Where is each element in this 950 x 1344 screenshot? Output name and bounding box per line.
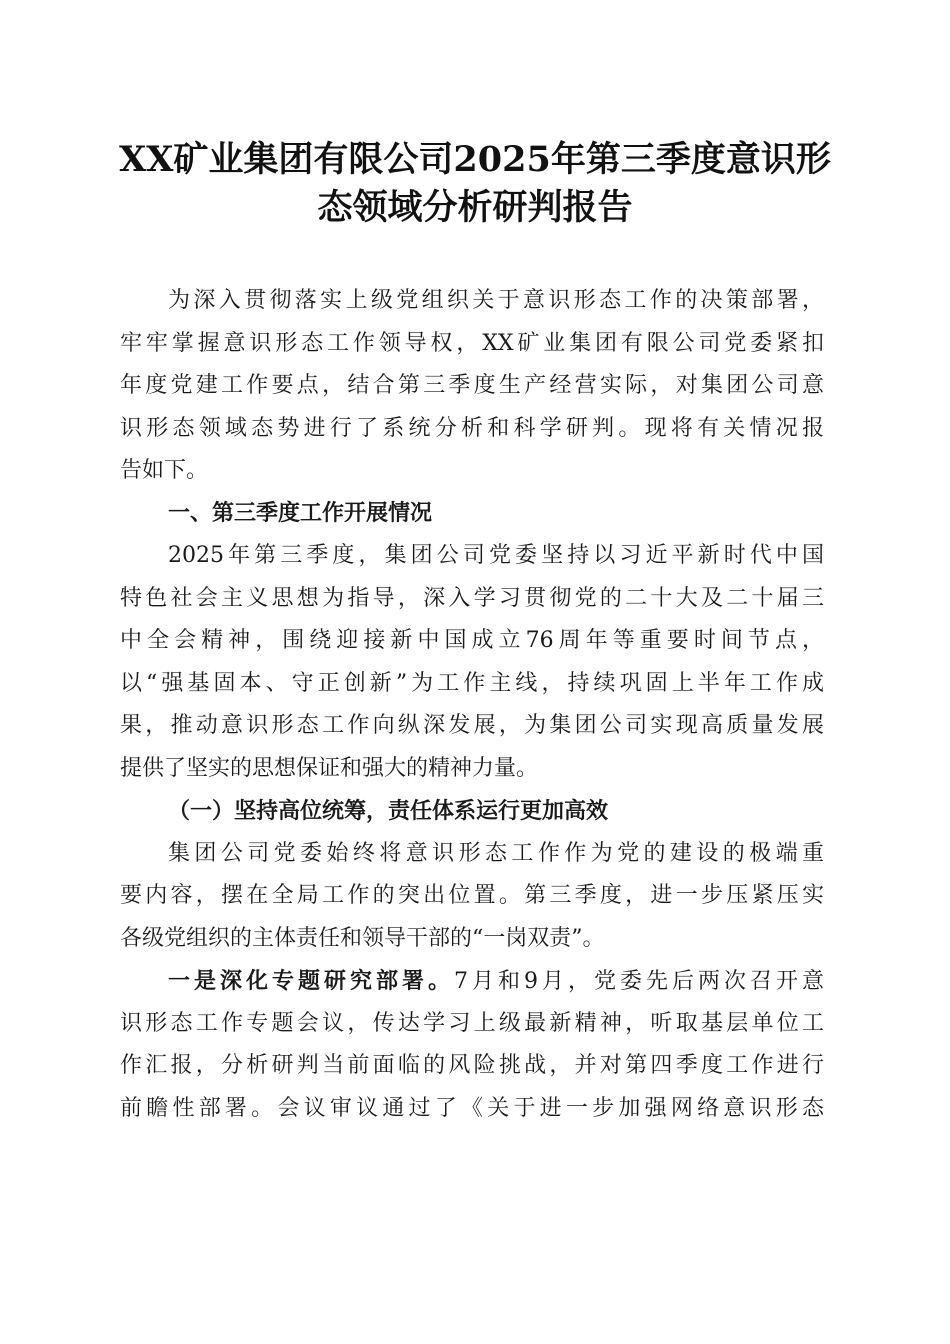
intro-line: 牢牢掌握意识形态工作领导权，XX矿业集团有限公司党委紧扣 [120, 330, 824, 356]
point1-first-line [120, 960, 824, 1003]
intro-line: 为深入贯彻落实上级党组织关于意识形态工作的决策部署， [168, 288, 824, 313]
intro-paragraph [120, 280, 824, 493]
section1-paragraph [120, 535, 824, 790]
title-line-2: 态领域分析研判报告 [317, 187, 633, 228]
point1-paragraph [120, 960, 824, 1130]
point1-line: 作汇报，分析研判当前面临的风险挑战，并对第四季度工作进行 [120, 1053, 824, 1078]
point1-line: 识形态工作专题会议，传达学习上级最新精神，听取基层单位工 [120, 1010, 824, 1036]
section1-line: 2025年第三季度，集团公司党委坚持以习近平新时代中国 [168, 543, 824, 568]
point1-first-rest: 7月和9月，党委先后两次召开意 [454, 969, 824, 994]
subsection1-paragraph [120, 833, 824, 961]
subsection1-line: 要内容，摆在全局工作的突出位置。第三季度，进一步压紧压实 [120, 883, 824, 908]
point1-lead: 一是深化专题研究部署。 [168, 968, 454, 994]
section-heading-1: 一、第三季度工作开展情况 [168, 500, 433, 526]
subsection-heading-1: （一）坚持高位统筹，责任体系运行更加高效 [168, 798, 609, 824]
intro-line: 识形态领域态势进行了系统分析和科学研判。现将有关情况报 [120, 415, 824, 441]
section1-line: 特色社会主义思想为指导，深入学习贯彻党的二十大及二十届三 [120, 585, 824, 611]
title-line-1: XX矿业集团有限公司2025年第三季度意识形 [119, 139, 831, 180]
intro-line: 告如下。 [120, 458, 209, 483]
point1-line: 前瞻性部署。会议审议通过了《关于进一步加强网络意识形态 [120, 1095, 824, 1121]
section1-line: 提供了坚实的思想保证和强大的精神力量。 [120, 755, 539, 781]
subsection1-line: 各级党组织的主体责任和领导干部的“一岗双责”。 [120, 925, 605, 951]
intro-line: 年度党建工作要点，结合第三季度生产经营实际，对集团公司意 [120, 373, 824, 398]
section1-line: 以“强基固本、守正创新”为工作主线，持续巩固上半年工作成 [120, 670, 824, 696]
subsection1-line: 集团公司党委始终将意识形态工作作为党的建设的极端重 [168, 840, 824, 866]
section1-line: 中全会精神，围绕迎接新中国成立76周年等重要时间节点， [120, 628, 824, 653]
document-title [95, 136, 855, 232]
document-body [120, 280, 824, 1130]
section1-line: 果，推动意识形态工作向纵深发展，为集团公司实现高质量发展 [120, 713, 824, 738]
